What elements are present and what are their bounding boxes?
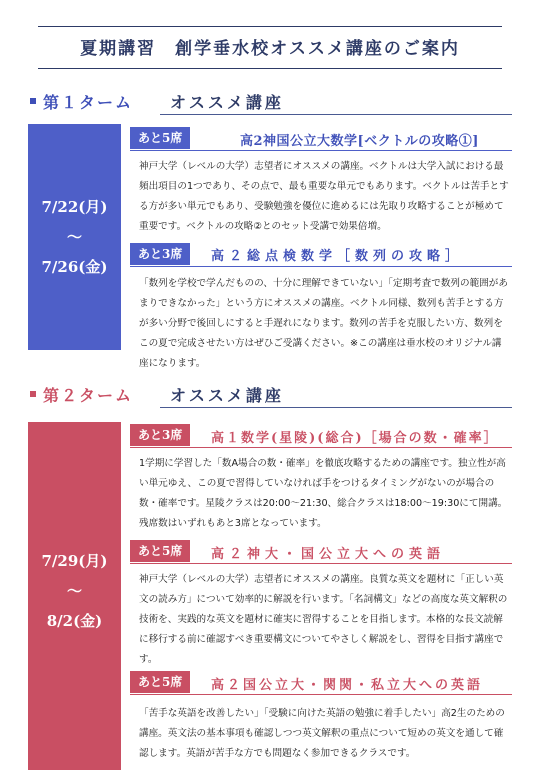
term1-date-start: 7/22(月) xyxy=(41,198,108,216)
seat-badge: あと3席 xyxy=(130,243,190,265)
course-description: 1学期に学習した「数A場合の数・確率」を徹底攻略するための講座です。独立性が高い単元ゆえ、この夏で習得していなければ手をつけるタイミングがないのが場合の数・確率です。星陵クラスは20:00～21:30、総合クラスは18:00～19:30にて開講。残席数はいずれもあと3席となっています。 xyxy=(139,458,508,529)
course-title: 高２国公立大・関関・私立大への英語 xyxy=(211,678,484,693)
course-rule xyxy=(130,447,512,448)
term2-date-start: 7/29(月) xyxy=(41,552,108,570)
term1-label: 第１ターム xyxy=(43,93,134,112)
term1-date-panel xyxy=(28,124,121,350)
seat-badge: あと3席 xyxy=(130,424,190,446)
term1-subtitle: オススメ講座 xyxy=(170,93,284,112)
term1-date-end: 7/26(金) xyxy=(41,258,108,276)
term1-rule xyxy=(160,114,512,115)
term2-subtitle: オススメ講座 xyxy=(170,386,284,405)
course-title: 高２神大・国公立大への英語 xyxy=(211,547,446,562)
term2-bullet xyxy=(30,391,36,397)
term2-date-panel xyxy=(28,422,121,770)
course-title: 高2神国公立大数学[ベクトルの攻略①] xyxy=(240,134,479,149)
course-description: 「苦手な英語を改善したい」「受験に向けた英語の勉強に着手したい」高2生のための講座。英文法の基本事項も確認しつつ英文解釈の重点について短めの英文を通して確認します。英語が苦手な方でも問題なく参加できるクラスです。 xyxy=(139,708,505,759)
course-description: 「数列を学校で学んだものの、十分に理解できていない」「定期考査で数列の範囲があまりできなかった」という方にオススメの講座。ベクトル同様、数列も苦手とする方が多い分野で後回しにすると手遅れになります。数列の苦手を克服したい方、数列をこの夏で完成させたい方はぜひご受講ください。※この講座は垂水校のオリジナル講座になります。 xyxy=(139,278,508,369)
course-title: 高１数学(星陵)(総合)［場合の数・確率］ xyxy=(211,431,499,446)
term2-rule xyxy=(160,407,512,408)
course-rule xyxy=(130,150,512,151)
course-rule xyxy=(130,694,512,695)
term1-bullet xyxy=(30,98,36,104)
term2-label: 第２ターム xyxy=(43,386,134,405)
page-title: 夏期講習 創学垂水校オススメ講座のご案内 xyxy=(80,39,460,59)
course-rule xyxy=(130,563,512,564)
seat-badge: あと5席 xyxy=(130,540,190,562)
seat-badge: あと5席 xyxy=(130,127,190,149)
term2-date-end: 8/2(金) xyxy=(46,612,103,630)
course-description: 神戸大学（レベルの大学）志望者にオススメの講座。ベクトルは大学入試における最頻出項目の1つであり、その点で、最も重要な単元でもあります。ベクトルは苦手とする方が多い単元でもあり、受験勉強を優位に進めるには先取り攻略することが極めて重要です。ベクトルの攻略②とのセット受講で効果倍増。 xyxy=(139,161,509,232)
header-rule-top xyxy=(38,26,502,27)
seat-badge: あと5席 xyxy=(130,671,190,693)
course-rule xyxy=(130,266,512,267)
course-description: 神戸大学（レベルの大学）志望者にオススメの講座。良質な英文を題材に「正しい英文の読み方」について効率的に解説を行います。「名詞構文」などの高度な英文解釈の技術を、実践的な英文を題材に確実に習得することを目指します。本格的な長文読解に移行する前に確認すべき重要構文についてやさしく解説をし、習得を目指す講座です。 xyxy=(139,574,508,665)
header-rule-bottom xyxy=(38,68,502,69)
term1-date-tilde: ～ xyxy=(66,228,82,246)
term2-date-tilde: ～ xyxy=(66,582,82,600)
course-title: 高２総点検数学［数列の攻略］ xyxy=(211,249,464,264)
